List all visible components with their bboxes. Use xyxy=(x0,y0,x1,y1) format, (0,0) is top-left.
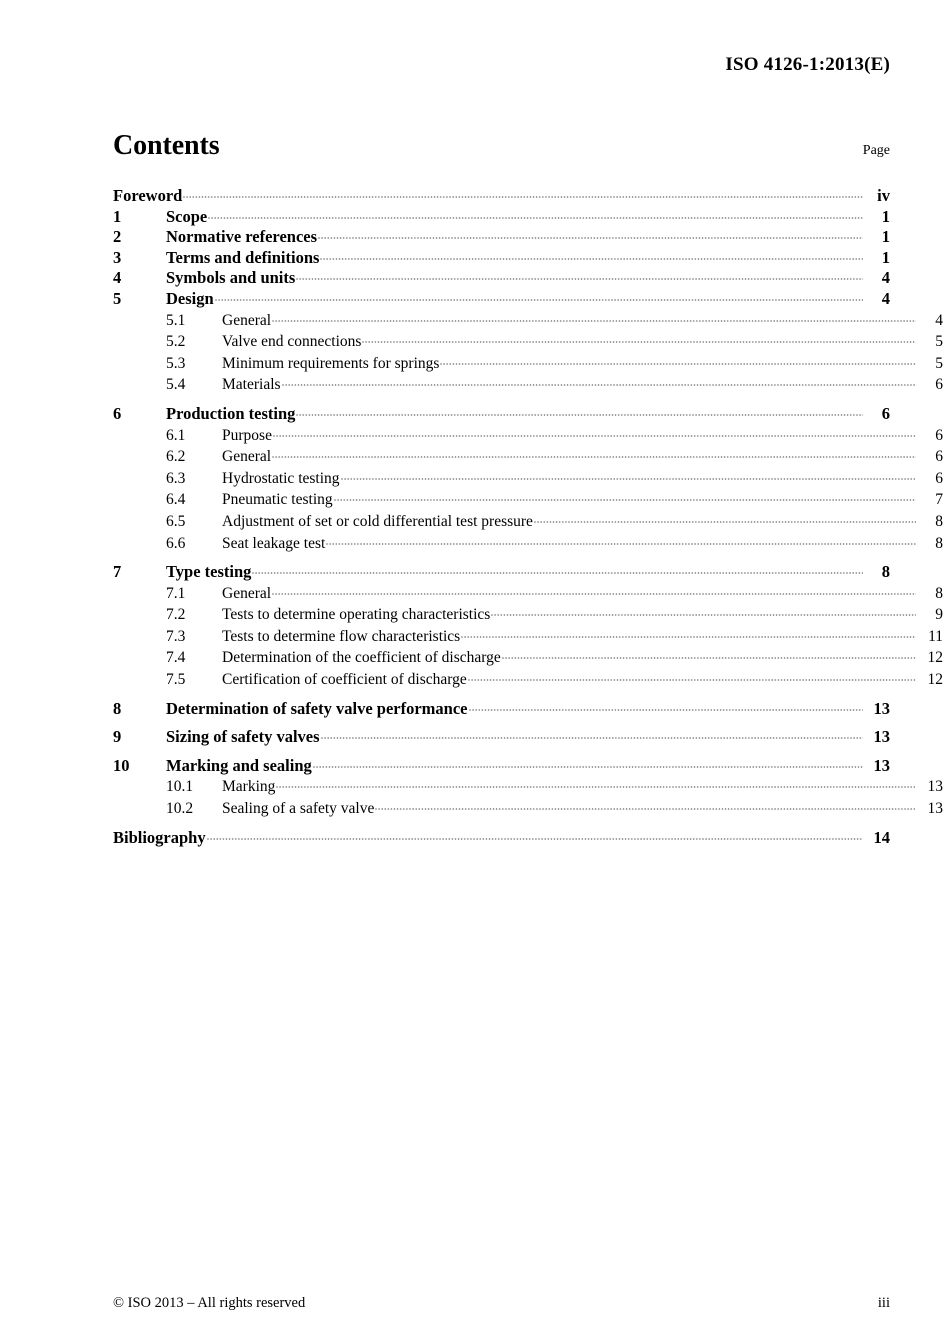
toc-entry-number: 6.4 xyxy=(166,491,186,509)
toc-entry[interactable] xyxy=(113,775,943,797)
toc-dot-leader xyxy=(375,797,916,813)
toc-entry-label: Certification of coefficient of discharge xyxy=(222,671,467,689)
toc-dot-leader xyxy=(341,467,916,483)
toc-entry[interactable] xyxy=(113,330,943,352)
toc-entry-label: Purpose xyxy=(222,426,272,444)
toc-entry-page-number: 8 xyxy=(935,534,943,552)
toc-entry[interactable] xyxy=(113,373,943,395)
toc-entry-number: 7.1 xyxy=(166,584,186,602)
toc-entry[interactable] xyxy=(113,561,890,582)
toc-entry-number: 10.1 xyxy=(166,778,194,796)
toc-entry[interactable] xyxy=(113,403,890,424)
toc-entry[interactable] xyxy=(113,309,943,331)
toc-entry-page-number: 4 xyxy=(881,268,890,288)
toc-dot-leader xyxy=(461,625,916,641)
toc-entry-label: Marking xyxy=(222,778,276,796)
toc-dot-leader xyxy=(296,267,863,283)
document-header-standard-reference: ISO 4126-1:2013(E) xyxy=(725,54,890,75)
toc-entry-number: 6 xyxy=(113,403,122,423)
toc-entry-page-number: 1 xyxy=(881,247,890,267)
toc-dot-leader xyxy=(207,827,863,843)
toc-entry[interactable] xyxy=(113,288,890,309)
toc-entry-page-number: 13 xyxy=(873,755,890,775)
toc-dot-leader xyxy=(318,226,863,242)
toc-dot-leader xyxy=(469,698,864,714)
toc-entry[interactable] xyxy=(113,827,890,848)
toc-dot-leader xyxy=(534,510,916,526)
toc-dot-leader xyxy=(320,247,863,263)
toc-entry-label: Foreword xyxy=(113,186,183,205)
toc-entry-number: 8 xyxy=(113,698,122,718)
toc-entry-number: 7.2 xyxy=(166,606,186,624)
toc-entry-page-number: 13 xyxy=(873,698,890,718)
toc-entry-label: Marking and sealing xyxy=(166,755,312,775)
toc-entry[interactable] xyxy=(113,582,943,604)
toc-entry-number: 5.1 xyxy=(166,311,186,329)
toc-entry-page-number: 6 xyxy=(935,448,943,466)
toc-dot-leader xyxy=(440,352,916,368)
table-of-contents xyxy=(113,185,943,847)
page-column-label: Page xyxy=(862,143,890,158)
toc-entry-label: Pneumatic testing xyxy=(222,491,333,509)
toc-entry[interactable] xyxy=(113,726,890,747)
toc-dot-leader xyxy=(273,424,916,440)
toc-entry[interactable] xyxy=(113,467,943,489)
toc-dot-leader xyxy=(313,755,863,771)
toc-entry-page-number: 14 xyxy=(873,827,890,847)
toc-dot-leader xyxy=(491,603,916,619)
toc-dot-leader xyxy=(215,288,863,304)
toc-entry-page-number: 12 xyxy=(927,649,943,667)
toc-entry-page-number: 13 xyxy=(927,778,943,796)
toc-dot-leader xyxy=(252,561,863,577)
toc-dot-leader xyxy=(468,668,916,684)
toc-entry[interactable] xyxy=(113,445,943,467)
toc-dot-leader xyxy=(362,330,916,346)
toc-entry-number: 3 xyxy=(113,247,122,267)
document-footer xyxy=(113,1295,890,1312)
footer-copyright: © ISO 2013 – All rights reserved xyxy=(113,1295,306,1311)
toc-entry-label: Valve end connections xyxy=(222,333,362,351)
toc-dot-leader xyxy=(272,445,916,461)
toc-dot-leader xyxy=(321,726,863,742)
toc-dot-leader xyxy=(326,532,916,548)
toc-entry-label: Minimum requirements for springs xyxy=(222,354,440,372)
footer-page-number: iii xyxy=(877,1295,890,1311)
toc-entry-page-number: 13 xyxy=(873,727,890,747)
toc-entry-page-number: 6 xyxy=(935,376,943,394)
page-title: Contents xyxy=(113,130,220,161)
toc-entry-page-number: 1 xyxy=(881,206,890,226)
toc-dot-leader xyxy=(502,646,916,662)
toc-entry-label: General xyxy=(222,448,272,466)
toc-entry-number: 7.5 xyxy=(166,671,186,689)
toc-entry[interactable] xyxy=(113,646,943,668)
toc-entry[interactable] xyxy=(113,510,943,532)
toc-entry-page-number: 12 xyxy=(927,671,943,689)
toc-entry-label: Hydrostatic testing xyxy=(222,469,340,487)
toc-entry-number: 7.4 xyxy=(166,649,186,667)
toc-entry-number: 1 xyxy=(113,206,122,226)
toc-entry-label: General xyxy=(222,311,272,329)
toc-entry-number: 5.3 xyxy=(166,354,186,372)
toc-entry[interactable] xyxy=(113,206,890,227)
toc-entry[interactable] xyxy=(113,424,943,446)
toc-entry-label: Determination of safety valve performance xyxy=(166,698,468,718)
toc-entry[interactable] xyxy=(113,668,943,690)
toc-entry-page-number: 13 xyxy=(927,800,943,818)
toc-entry-number: 5.2 xyxy=(166,333,186,351)
toc-entry-page-number: 5 xyxy=(935,354,943,372)
toc-entry-number: 6.3 xyxy=(166,469,186,487)
toc-entry-number: 5 xyxy=(113,288,122,308)
toc-entry[interactable] xyxy=(113,247,890,268)
toc-entry-label: Scope xyxy=(166,206,208,226)
toc-entry-number: 9 xyxy=(113,727,122,747)
toc-entry-page-number: 11 xyxy=(928,627,943,645)
toc-entry-number: 2 xyxy=(113,227,122,247)
toc-entry-number: 5.4 xyxy=(166,376,186,394)
toc-entry-label: Symbols and units xyxy=(166,268,296,288)
toc-dot-leader xyxy=(282,373,916,389)
toc-entry-page-number: 9 xyxy=(935,606,943,624)
toc-entry-label: Bibliography xyxy=(113,827,206,847)
toc-entry[interactable] xyxy=(113,226,890,247)
toc-entry-label: Terms and definitions xyxy=(166,247,320,267)
toc-dot-leader xyxy=(272,309,916,325)
toc-entry-page-number: 6 xyxy=(881,403,890,423)
toc-entry-label: Sealing of a safety valve xyxy=(222,800,375,818)
toc-entry[interactable] xyxy=(113,625,943,647)
toc-entry-label: Normative references xyxy=(166,227,318,247)
toc-entry-page-number: 8 xyxy=(935,512,943,530)
toc-entry[interactable] xyxy=(113,755,890,776)
toc-entry-page-number: 7 xyxy=(935,491,943,509)
toc-entry-label: General xyxy=(222,584,272,602)
toc-entry-number: 6.2 xyxy=(166,448,186,466)
toc-entry-label: Materials xyxy=(222,376,281,394)
toc-entry[interactable] xyxy=(113,603,943,625)
toc-entry-page-number: 8 xyxy=(935,584,943,602)
toc-entry-page-number: 5 xyxy=(935,333,943,351)
toc-entry[interactable] xyxy=(113,698,890,719)
toc-entry-number: 6.1 xyxy=(166,426,186,444)
toc-entry-label: Adjustment of set or cold differential test pressure xyxy=(222,512,533,530)
toc-entry[interactable] xyxy=(113,185,890,206)
toc-entry-number: 6.5 xyxy=(166,512,186,530)
toc-entry-label: Determination of the coefficient of discharge xyxy=(222,649,501,667)
toc-entry-label: Sizing of safety valves xyxy=(166,727,320,747)
toc-dot-leader xyxy=(272,582,916,598)
toc-entry[interactable] xyxy=(113,488,943,510)
toc-entry-number: 7.3 xyxy=(166,627,186,645)
toc-dot-leader xyxy=(334,488,916,504)
toc-entry-label: Design xyxy=(166,288,214,308)
toc-entry-page-number: 1 xyxy=(881,227,890,247)
toc-entry-number: 10 xyxy=(113,755,130,775)
toc-entry-page-number: 6 xyxy=(935,426,943,444)
toc-entry-label: Seat leakage test xyxy=(222,534,326,552)
toc-entry-page-number: iv xyxy=(877,186,890,205)
toc-entry-number: 10.2 xyxy=(166,800,194,818)
toc-entry-number: 4 xyxy=(113,268,122,288)
toc-dot-leader xyxy=(296,403,863,419)
toc-entry[interactable] xyxy=(113,532,943,554)
toc-entry[interactable] xyxy=(113,352,943,374)
toc-entry[interactable] xyxy=(113,797,943,819)
toc-entry-page-number: 8 xyxy=(881,562,890,582)
toc-entry-page-number: 6 xyxy=(935,469,943,487)
toc-entry-label: Tests to determine operating characteristics xyxy=(222,606,491,624)
toc-entry[interactable] xyxy=(113,267,890,288)
toc-dot-leader xyxy=(183,185,863,201)
toc-entry-label: Production testing xyxy=(166,403,296,423)
toc-entry-label: Type testing xyxy=(166,562,252,582)
toc-entry-number: 6.6 xyxy=(166,534,186,552)
toc-entry-number: 7 xyxy=(113,562,122,582)
toc-entry-label: Tests to determine flow characteristics xyxy=(222,627,461,645)
toc-entry-page-number: 4 xyxy=(935,311,943,329)
toc-dot-leader xyxy=(208,206,863,222)
toc-entry-page-number: 4 xyxy=(881,288,890,308)
contents-title-row xyxy=(113,130,890,162)
toc-dot-leader xyxy=(276,775,916,791)
